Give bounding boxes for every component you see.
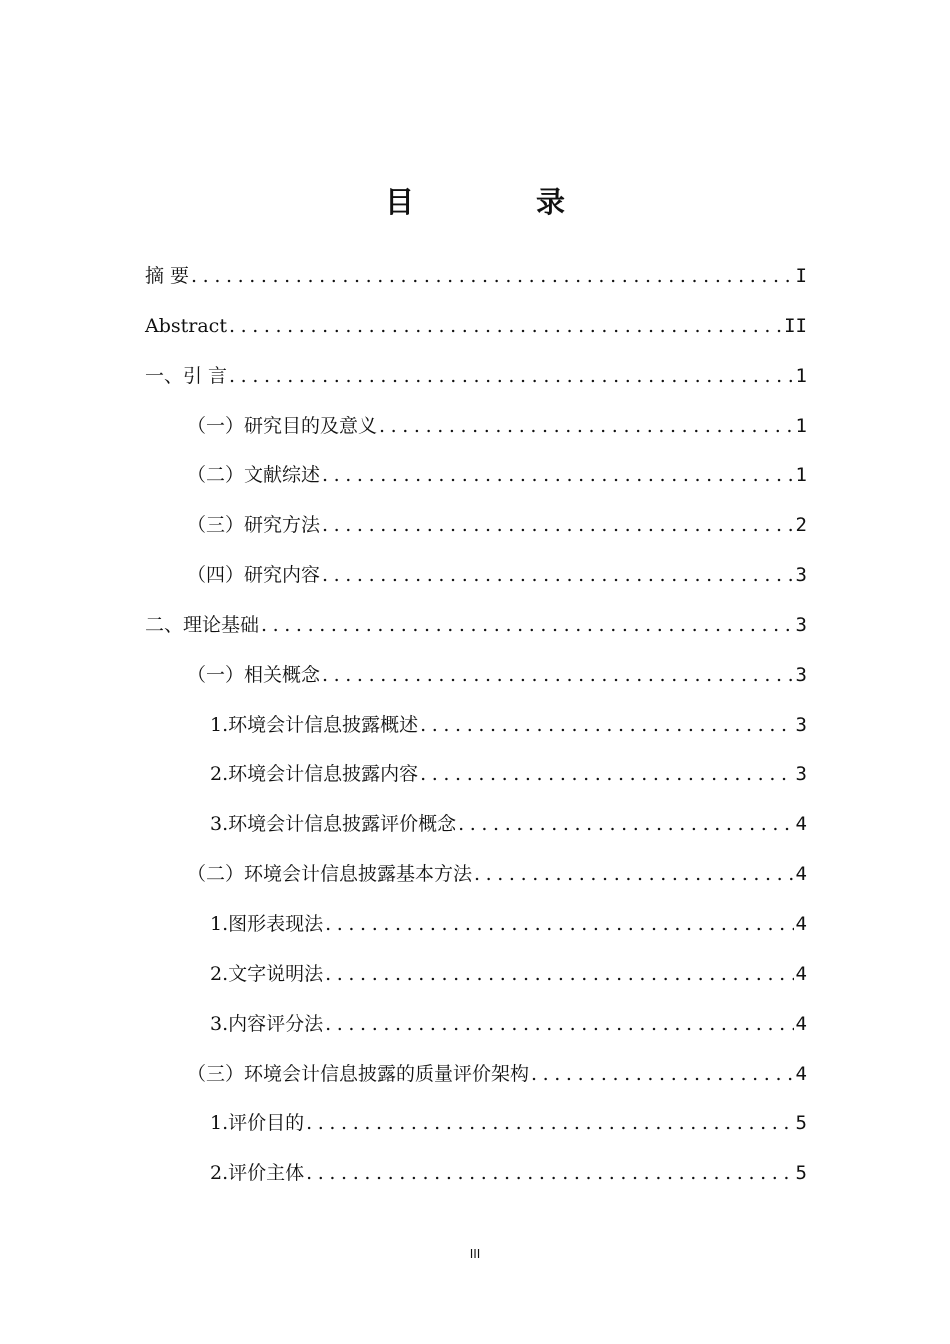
- toc-entry-page: II: [784, 314, 807, 337]
- toc-entry-page: 4: [795, 1012, 807, 1035]
- dot-leader: [322, 505, 794, 545]
- toc-entry[interactable]: [0, 406, 950, 456]
- dot-leader: [322, 555, 794, 595]
- toc-entry-page: I: [795, 265, 807, 287]
- toc-entry-label: （一）研究目的及意义: [187, 414, 378, 437]
- toc-entry-label: 1.环境会计信息披露概述: [210, 713, 419, 736]
- dot-leader: [261, 605, 794, 645]
- page-title: 目 录: [384, 185, 622, 219]
- dot-leader: [325, 1004, 793, 1044]
- dot-leader: [306, 1103, 793, 1143]
- dot-leader: [229, 306, 782, 346]
- dot-leader: [379, 406, 794, 446]
- toc-entry-label: 二、理论基础: [145, 613, 260, 636]
- dot-leader: [420, 705, 793, 745]
- toc-entry-label: （三）环境会计信息披露的质量评价架构: [187, 1062, 530, 1085]
- toc-entry[interactable]: [0, 804, 950, 854]
- toc-entry-page: 3: [795, 564, 807, 587]
- dot-leader: [458, 804, 793, 844]
- toc-entry[interactable]: [0, 904, 950, 954]
- toc-entry-label: （一）相关概念: [187, 663, 321, 686]
- toc-entry-page: 1: [795, 464, 807, 487]
- toc-entry-page: 4: [795, 912, 807, 935]
- toc-entry-label: 2.环境会计信息披露内容: [210, 763, 419, 786]
- toc-entry-page: 3: [795, 763, 807, 786]
- toc-entry-page: 4: [795, 813, 807, 836]
- toc-entry-page: 4: [795, 962, 807, 985]
- toc-entry-page: 1: [795, 364, 807, 387]
- toc-entry[interactable]: [0, 854, 950, 904]
- toc-entry[interactable]: [0, 1054, 950, 1104]
- toc-entry[interactable]: [0, 505, 950, 555]
- toc-entry-label: 摘 要: [145, 265, 190, 287]
- toc-entry-page: 5: [795, 1112, 807, 1135]
- toc-entry[interactable]: [0, 705, 950, 755]
- toc-entry[interactable]: [0, 306, 950, 356]
- toc-entry[interactable]: [0, 256, 950, 306]
- toc-entry-label: （二）环境会计信息披露基本方法: [187, 863, 473, 886]
- toc-entry-label: 3.内容评分法: [210, 1012, 324, 1035]
- toc-entry-page: 3: [795, 663, 807, 686]
- toc-entry[interactable]: [0, 754, 950, 804]
- dot-leader: [325, 904, 793, 944]
- toc-entry-label: Abstract: [145, 314, 227, 337]
- toc-entry-label: （三）研究方法: [187, 514, 321, 537]
- toc-entry-page: 4: [795, 863, 807, 886]
- page-number: III: [469, 1247, 481, 1261]
- toc-entry[interactable]: [0, 954, 950, 1004]
- dot-leader: [306, 1153, 793, 1193]
- toc-entry-page: 3: [795, 613, 807, 636]
- toc-entry[interactable]: [0, 1153, 950, 1203]
- toc-entry-label: 一、引 言: [145, 364, 228, 387]
- toc-entry[interactable]: [0, 555, 950, 605]
- toc-entry-label: （四）研究内容: [187, 564, 321, 587]
- toc-entry-page: 3: [795, 713, 807, 736]
- dot-leader: [531, 1054, 794, 1094]
- toc-entry[interactable]: [0, 605, 950, 655]
- toc-entry[interactable]: [0, 455, 950, 505]
- toc-entry-label: （二）文献综述: [187, 464, 321, 487]
- dot-leader: [229, 356, 794, 396]
- dot-leader: [191, 256, 794, 296]
- toc-entry[interactable]: [0, 1004, 950, 1054]
- dot-leader: [474, 854, 794, 894]
- toc-entry[interactable]: [0, 655, 950, 705]
- toc-entry-label: 1.图形表现法: [210, 912, 324, 935]
- table-of-contents: [0, 256, 950, 1203]
- toc-entry-label: 2.文字说明法: [210, 962, 324, 985]
- dot-leader: [322, 655, 794, 695]
- dot-leader: [322, 455, 794, 495]
- toc-entry[interactable]: [0, 356, 950, 406]
- toc-entry-page: 4: [795, 1062, 807, 1085]
- toc-entry-page: 1: [795, 414, 807, 437]
- toc-entry-page: 5: [795, 1162, 807, 1185]
- toc-entry-page: 2: [795, 514, 807, 537]
- toc-entry-label: 2.评价主体: [210, 1162, 305, 1185]
- toc-entry-label: 1.评价目的: [210, 1112, 305, 1135]
- toc-entry-label: 3.环境会计信息披露评价概念: [210, 813, 457, 836]
- toc-entry[interactable]: [0, 1103, 950, 1153]
- dot-leader: [325, 954, 793, 994]
- dot-leader: [420, 754, 793, 794]
